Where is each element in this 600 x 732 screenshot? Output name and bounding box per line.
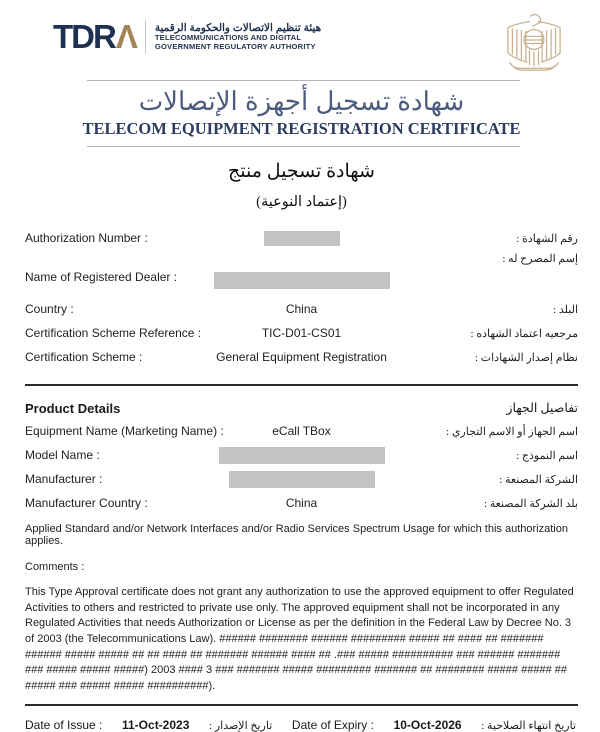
field-label-en: Certification Scheme : xyxy=(25,350,143,365)
field-row-certification-scheme xyxy=(25,345,578,369)
date-of-issue-label-ar: تاريخ الإصدار : xyxy=(209,720,273,732)
divider-top xyxy=(87,80,520,81)
field-label-ar: البلد : xyxy=(553,303,578,316)
redacted-value xyxy=(219,447,385,464)
redacted-value xyxy=(264,231,340,246)
certificate-title-english: TELECOM EQUIPMENT REGISTRATION CERTIFICATE xyxy=(82,119,521,139)
date-of-expiry-label-ar: تاريخ انتهاء الصلاحية : xyxy=(481,720,576,732)
field-label-ar: بلد الشركة المصنعة : xyxy=(483,497,578,510)
field-label-ar: اسم الجهاز أو الاسم التجاري : xyxy=(446,425,578,438)
field-label-en: Model Name : xyxy=(25,448,100,463)
field-label-ar: اسم النموذج : xyxy=(516,449,578,462)
field-row-model-name xyxy=(25,443,578,467)
field-label-en: Certification Scheme Reference : xyxy=(25,326,202,341)
field-label-ar: رقم الشهادة : xyxy=(516,232,578,245)
field-row-registered-dealer xyxy=(25,251,578,297)
field-label-en: Authorization Number : xyxy=(25,231,148,246)
date-of-issue-value: 11-Oct-2023 xyxy=(122,718,190,732)
tdra-logo xyxy=(53,20,321,54)
tdra-tagline xyxy=(155,22,321,52)
uae-falcon-emblem-icon xyxy=(498,12,570,81)
divider-product-details xyxy=(25,384,578,386)
field-label-en: Equipment Name (Marketing Name) : xyxy=(25,424,224,439)
product-details-title-ar: تفاصيل الجهاز xyxy=(506,401,578,416)
certificate-fields xyxy=(25,225,578,369)
field-value: General Equipment Registration xyxy=(216,350,387,365)
comments-text: This Type Approval certificate does not grant any authorization to use the approved equipment to offer Regulated Activities to others and restricted to private use only. The approved equipment shall not be incorporated in any Regulated Activities that needs Authorization or License as per the definition in the Federal Law by Decree No. 3 of 2003 (the Telecommunications Law). ###### ######## ###### ######### ##### ## #### ## ####### ###### ##### ##### ## ## #### ## ####### ###### #### ## .### ##### ########## ### ###### ####### ### ##### ##### #####) 2003 #### 3 ### ####### ##### ######### ####### ## ######## ##### ##### ## ##### ### ##### ##### ##########). xyxy=(25,586,574,692)
field-label-en: Manufacturer Country : xyxy=(25,496,148,511)
field-value: eCall TBox xyxy=(272,424,331,439)
product-details-heading xyxy=(25,397,578,419)
field-row-equipment-name xyxy=(25,419,578,443)
field-row-manufacturer xyxy=(25,467,578,491)
field-label-ar: الشركة المصنعة : xyxy=(499,473,578,486)
logo-divider xyxy=(145,20,146,54)
tdra-logo-tdr: TDR xyxy=(53,18,115,56)
tdra-tagline-english-1: TELECOMMUNICATIONS AND DIGITAL xyxy=(154,33,302,43)
field-value: TIC-D01-CS01 xyxy=(261,326,342,341)
product-details-fields xyxy=(25,419,578,515)
field-row-country xyxy=(25,297,578,321)
field-row-manufacturer-country xyxy=(25,491,578,515)
date-of-expiry-value: 10-Oct-2026 xyxy=(393,718,462,732)
subtitle-arabic-product: شهادة تسجيل منتج xyxy=(228,161,375,183)
field-label-en: Name of Registered Dealer : xyxy=(25,270,178,285)
redacted-value xyxy=(229,471,375,488)
applied-standard-note: Applied Standard and/or Network Interfaces and/or Radio Services Spectrum Usage for which this authorization applies. xyxy=(25,523,568,548)
divider-footer xyxy=(25,704,578,706)
subtitle-arabic-quality: (إعتماد النوعية) xyxy=(256,194,347,211)
field-label-ar: إسم المصرح له : xyxy=(502,253,578,266)
tdra-tagline-english-2: GOVERNMENT REGULATORY AUTHORITY xyxy=(154,42,316,52)
tdra-logo-caret: Λ xyxy=(115,18,136,56)
tdra-logo-wordmark xyxy=(53,18,136,56)
date-of-expiry-label: Date of Expiry : xyxy=(291,718,374,732)
certificate-title-arabic: شهادة تسجيل أجهزة الإتصالات xyxy=(138,86,465,116)
divider-under-title xyxy=(87,146,520,147)
header xyxy=(25,8,578,76)
field-label-en: Manufacturer : xyxy=(25,472,103,487)
field-label-en: Country : xyxy=(25,302,74,317)
field-row-scheme-reference xyxy=(25,321,578,345)
product-details-title-en: Product Details xyxy=(25,400,121,416)
date-of-issue-label: Date of Issue : xyxy=(25,718,103,732)
field-label-ar: نظام إصدار الشهادات : xyxy=(474,351,578,364)
redacted-value xyxy=(214,272,390,289)
tdra-tagline-arabic: هيئة تنظيم الاتصالات والحكومة الرقمية xyxy=(154,21,322,34)
field-value: China xyxy=(285,302,318,317)
comments-label: Comments : xyxy=(25,561,85,574)
field-row-authorization-number xyxy=(25,225,578,251)
field-value: China xyxy=(285,496,318,511)
field-label-ar: مرجعيه اعتماد الشهاده : xyxy=(470,327,578,340)
